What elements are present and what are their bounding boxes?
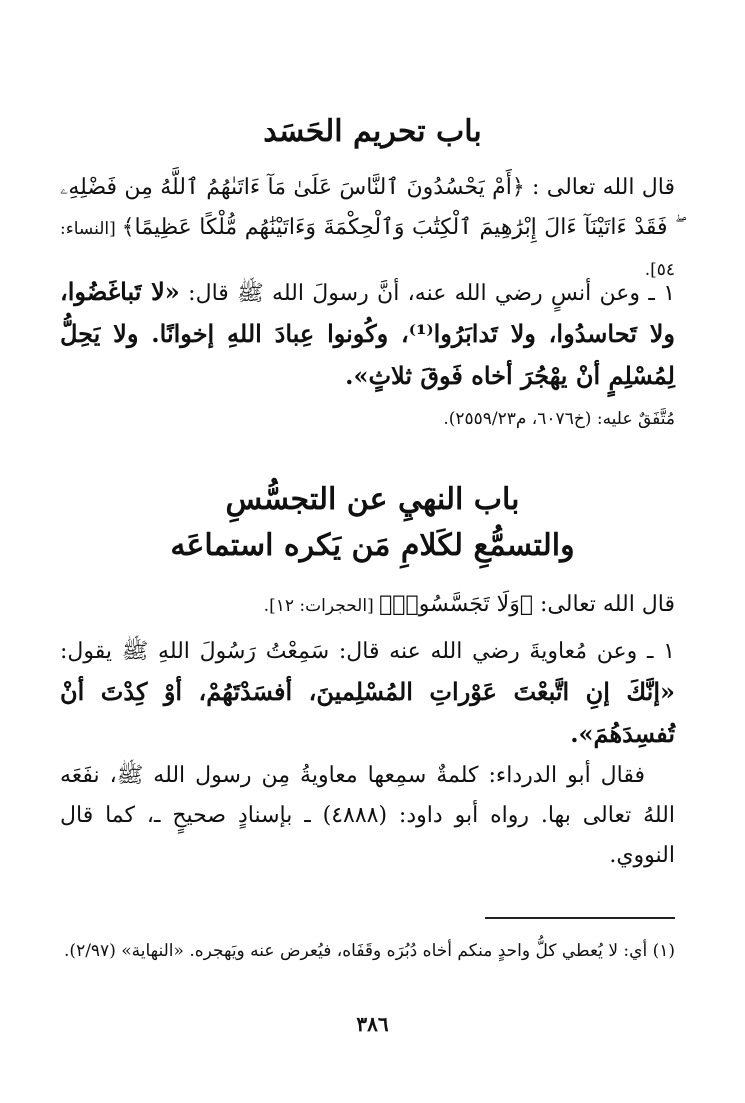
- citation-intro: قال الله تعالى:: [533, 592, 675, 617]
- footnote-divider: [485, 917, 675, 919]
- chapter-heading-envy: باب تحريم الحَسَد: [263, 114, 482, 149]
- hadith-anas: [60, 272, 675, 439]
- citation-intro: قال الله تعالى :: [524, 175, 675, 200]
- hadith-text: «إنَّكَ إنِ اتَّبعْتَ عَوْراتِ المُسْلِمينَ، أفسَدْتَهُمْ، أوْ كِدْتَ أنْ تُفسِدَهُمَ».: [60, 677, 675, 748]
- verse-reference: [الحجرات: ١٢].: [263, 596, 380, 616]
- quran-verse: ﴿وَلَا تَجَسَّسُوا۟﴾: [379, 592, 534, 617]
- verse-reference: [النساء: ٥٤].: [60, 219, 675, 280]
- hadith-opening: ١ ـ وعن مُعاويةَ رضي الله عنه قال: سَمِعْتُ رَسُولَ اللهِ ﷺ يقول:: [60, 639, 675, 664]
- quran-citation-spying: [60, 585, 675, 626]
- quran-verse: ﴿أَمْ يَحْسُدُونَ ٱلنَّاسَ عَلَىٰ مَآ ءَاتَىٰهُمُ ٱللَّهُ مِن فَضْلِهِۦ ۖ فَقَدْ ءَاتَيْنَآ ءَالَ إِبْرَٰهِيمَ ٱلْكِتَٰبَ وَٱلْحِكْمَةَ وَءَاتَيْنَٰهُم مُّلْكًا عَظِيمًا﴾: [60, 175, 676, 240]
- footnote: (١) أي: لا يُعطي كلُّ واحدٍ منكم أخاه دُبُرَه وقَفَاه، فيُعرض عنه ويَهجره. «النهاية» (٢/٩٧).: [64, 941, 675, 961]
- chapter-heading-spying-line1: باب النهيِ عن التجسُّسِ: [225, 482, 520, 517]
- hadith-source: مُتَّفَقٌ عليه: (خ٦٠٧٦، م٢٥٥٩/٢٣).: [443, 409, 675, 429]
- hadith-muawiya: [60, 632, 675, 876]
- hadith-opening: ١ ـ وعن أنسٍ رضي الله عنه، أنَّ رسولَ الله ﷺ قال:: [188, 281, 676, 306]
- chapter-heading-spying-line2: والتسمُّعِ لكَلامِ مَن يَكره استماعَه: [170, 528, 575, 563]
- hadith-text: «لا تَباغَضُوا، ولا تَحاسدُوا، ولا تَدابَرُوا⁽¹⁾، وكُونوا عِبادَ اللهِ إخوانًا. ولا يَحِلُّ لِمُسْلِمٍ أنْ يهْجُرَ أخاه فَوقَ ثلاثٍ».: [60, 277, 675, 390]
- hadith-commentary: فقال أبو الدرداء: كلمةٌ سمِعها معاويةُ مِن رسول الله ﷺ، نفَعَه اللهُ تعالى بها. رواه أبو داود: (٤٨٨٨) ـ بإسنادٍ صحيحٍ ـ، كما قال النووي.: [60, 763, 675, 868]
- page-number: ٣٨٦: [356, 1012, 389, 1036]
